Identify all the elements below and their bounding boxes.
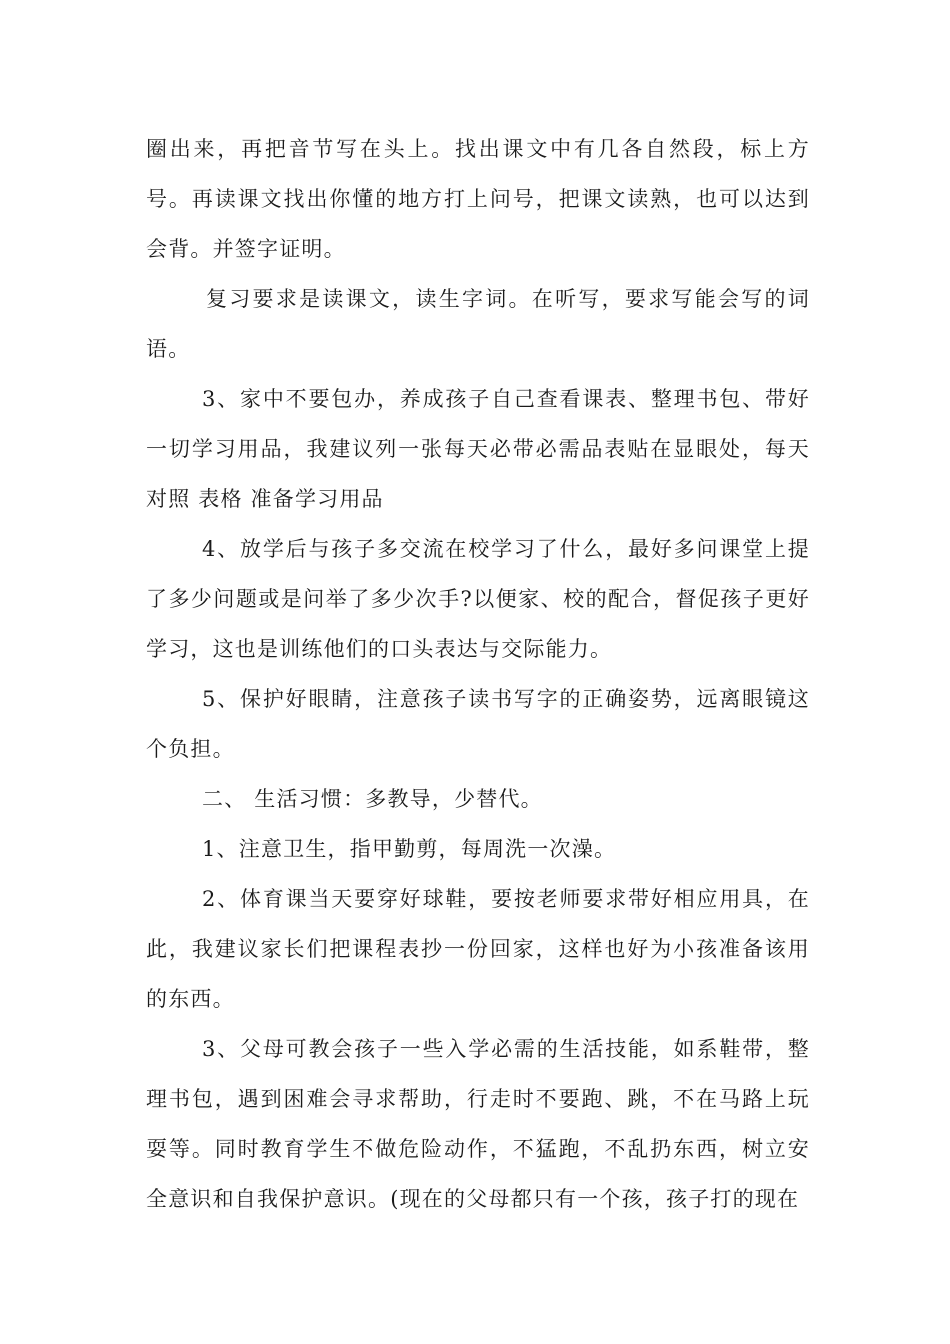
paragraph-item-4-communication: 4、放学后与孩子多交流在校学习了什么，最好多问课堂上提了多少问题或是问举了多少次手?以便家、校的配合，督促孩子更好学习，这也是训练他们的口头表达与交际能力。 (146, 537, 810, 661)
paragraph-item-3-packing: 3、家中不要包办，养成孩子自己查看课表、整理书包、带好一切学习用品，我建议列一张每天必带必需品表贴在显眼处，每天对照 表格 准备学习用品 (146, 387, 810, 511)
document-body (146, 124, 810, 1224)
paragraph-continuation: 圈出来，再把音节写在头上。找出课文中有几各自然段，标上方号。再读课文找出你懂的地方打上问号，把课文读熟，也可以达到会背。并签字证明。 (146, 137, 810, 261)
paragraph-item-3-life-skills: 3、父母可教会孩子一些入学必需的生活技能，如系鞋带，整理书包，遇到困难会寻求帮助，行走时不要跑、跳，不在马路上玩耍等。同时教育学生不做危险动作，不猛跑，不乱扔东西，树立安全意识和自我保护意识。(现在的父母都只有一个孩，孩子打的现在 (146, 1037, 810, 1211)
paragraph-item-1-hygiene: 1、注意卫生，指甲勤剪，每周洗一次澡。 (202, 837, 617, 861)
paragraph-review-requirements: 复习要求是读课文，读生字词。在听写，要求写能会写的词语。 (146, 287, 810, 361)
paragraph-item-5-eyesight: 5、保护好眼睛，注意孩子读书写字的正确姿势，远离眼镜这个负担。 (146, 687, 810, 761)
section-heading-life-habits: 二、 生活习惯：多教导，少替代。 (202, 787, 543, 811)
paragraph-item-2-pe-class: 2、体育课当天要穿好球鞋，要按老师要求带好相应用具，在此，我建议家长们把课程表抄一份回家，这样也好为小孩准备该用的东西。 (146, 887, 810, 1011)
